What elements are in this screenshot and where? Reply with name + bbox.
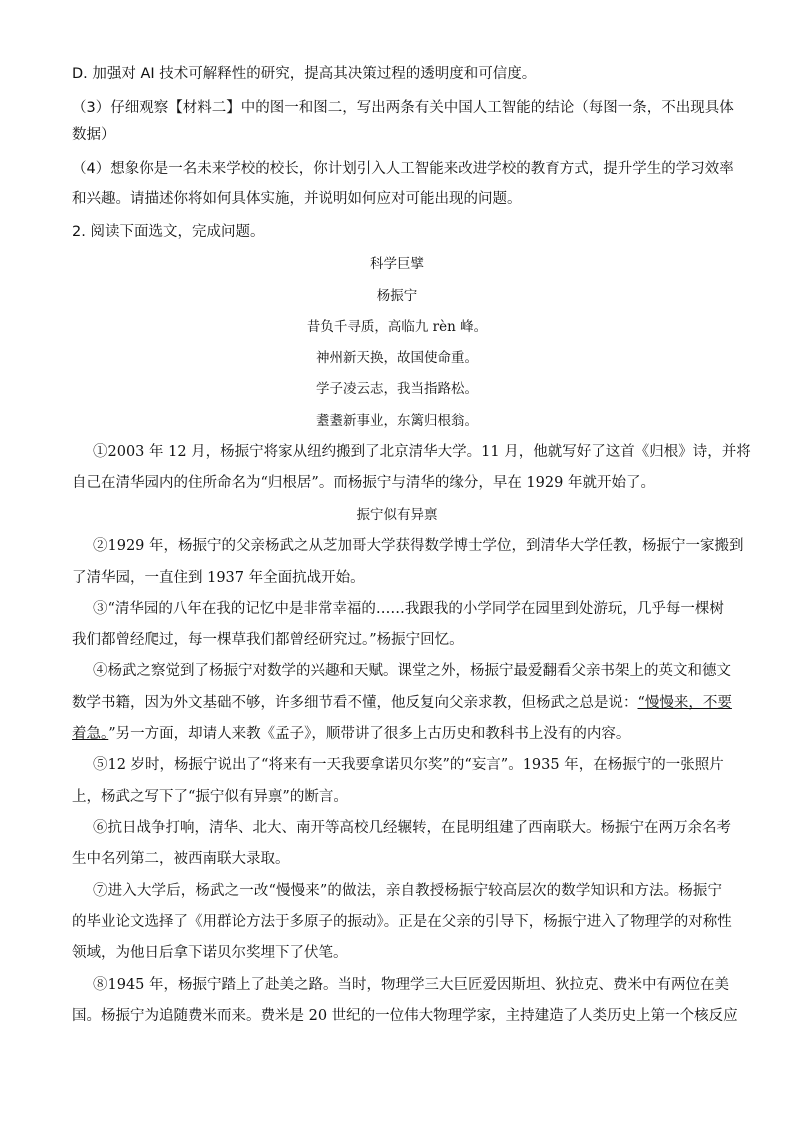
article-title: 科学巨擘	[370, 256, 424, 272]
paragraph-4-line-1: ④杨武之察觉到了杨振宁对数学的兴趣和天赋。课堂之外，杨振宁最爱翻看父亲书架上的英文和德文	[93, 663, 731, 679]
underlined-quote-end: 着急。	[72, 726, 109, 742]
subheading: 振宁似有异禀	[356, 507, 438, 523]
question-4-line-2: 和兴趣。请描述你将如何具体实施，并说明如何应对可能出现的问题。	[72, 191, 522, 207]
question-3-line-2: 数据）	[72, 127, 116, 143]
poem-author: 杨振宁	[376, 288, 418, 304]
poem-line-1: 昔负千寻质，高临九 rèn 峰。	[306, 319, 488, 335]
question-3-line-1: （3）仔细观察【材料二】中的图一和图二，写出两条有关中国人工智能的结论（每图一条，不出现具体	[72, 100, 734, 116]
paragraph-8-line-1: ⑧1945 年，杨振宁踏上了赴美之路。当时，物理学三大巨匠爱因斯坦、狄拉克、费米中有两位在美	[93, 977, 730, 993]
paragraph-8-line-2: 国。杨振宁为追随费米而来。费米是 20 世纪的一位伟大物理学家，主持建造了人类历史上第一个核反应	[72, 1008, 738, 1024]
poem-line-3: 学子凌云志，我当指路松。	[316, 381, 478, 397]
paragraph-4-line-2-text: 数学书籍，因为外文基础不够，许多细节看不懂，他反复向父亲求教，但杨武之总是说：	[72, 695, 638, 711]
poem-line-4: 耋耋新事业，东篱归根翁。	[316, 413, 478, 429]
paragraph-1-line-2: 自己在清华园内的住所命名为“归根居”。而杨振宁与清华的缘分，早在 1929 年就开始了。	[72, 475, 655, 491]
paragraph-3-line-1: ③“清华园的八年在我的记忆中是非常幸福的……我跟我的小学同学在园里到处游玩，几乎每一棵树	[93, 601, 724, 617]
paragraph-7-line-1: ⑦进入大学后，杨武之一改“慢慢来”的做法，亲自教授杨振宁较高层次的数学知识和方法。杨振宁	[93, 883, 722, 899]
paragraph-4-line-3	[72, 723, 722, 745]
question-4-line-1: （4）想象你是一名未来学校的校长，你计划引入人工智能来改进学校的教育方式，提升学生的学习效率	[72, 161, 734, 177]
paragraph-1-line-1: ①2003 年 12 月，杨振宁将家从纽约搬到了北京清华大学。11 月，他就写好了这首《归根》诗，并将	[93, 444, 751, 460]
paragraph-2-line-1: ②1929 年，杨振宁的父亲杨武之从芝加哥大学获得数学博士学位，到清华大学任教，杨振宁一家搬到	[93, 538, 744, 554]
paragraph-7-line-3: 领域，为他日后拿下诺贝尔奖埋下了伏笔。	[72, 945, 348, 961]
paragraph-4-line-2	[72, 692, 732, 714]
paragraph-6-line-2: 生中名列第二，被西南联大录取。	[72, 851, 290, 867]
paragraph-4-line-3-text: ”另一方面，却请人来教《孟子》，顺带讲了很多上古历史和教科书上没有的内容。	[108, 726, 631, 742]
paragraph-6-line-1: ⑥抗日战争打响，清华、北大、南开等高校几经辗转，在昆明组建了西南联大。杨振宁在两万余名考	[93, 820, 731, 836]
section-2-heading: 2. 阅读下面选文，完成问题。	[72, 224, 265, 240]
underlined-quote-start: “慢慢来，不要	[637, 695, 732, 711]
poem-line-2: 神州新天换，故国使命重。	[316, 350, 478, 366]
paragraph-5-line-1: ⑤12 岁时，杨振宁说出了“将来有一天我要拿诺贝尔奖”的“妄言”。1935 年，在杨振宁的一张照片	[93, 757, 724, 773]
paragraph-2-line-2: 了清华园，一直住到 1937 年全面抗战开始。	[72, 570, 365, 586]
paragraph-3-line-2: 我们都曾经爬过，每一棵草我们都曾经研究过。”杨振宁回忆。	[72, 632, 464, 648]
paragraph-7-line-2: 的毕业论文选择了《用群论方法于多原子的振动》。正是在父亲的引导下，杨振宁进入了物理学的对称性	[72, 914, 732, 930]
paragraph-5-line-2: 上，杨武之写下了“振宁似有异禀”的断言。	[72, 789, 348, 805]
option-d: D. 加强对 AI 技术可解释性的研究，提高其决策过程的透明度和可信度。	[72, 66, 537, 82]
